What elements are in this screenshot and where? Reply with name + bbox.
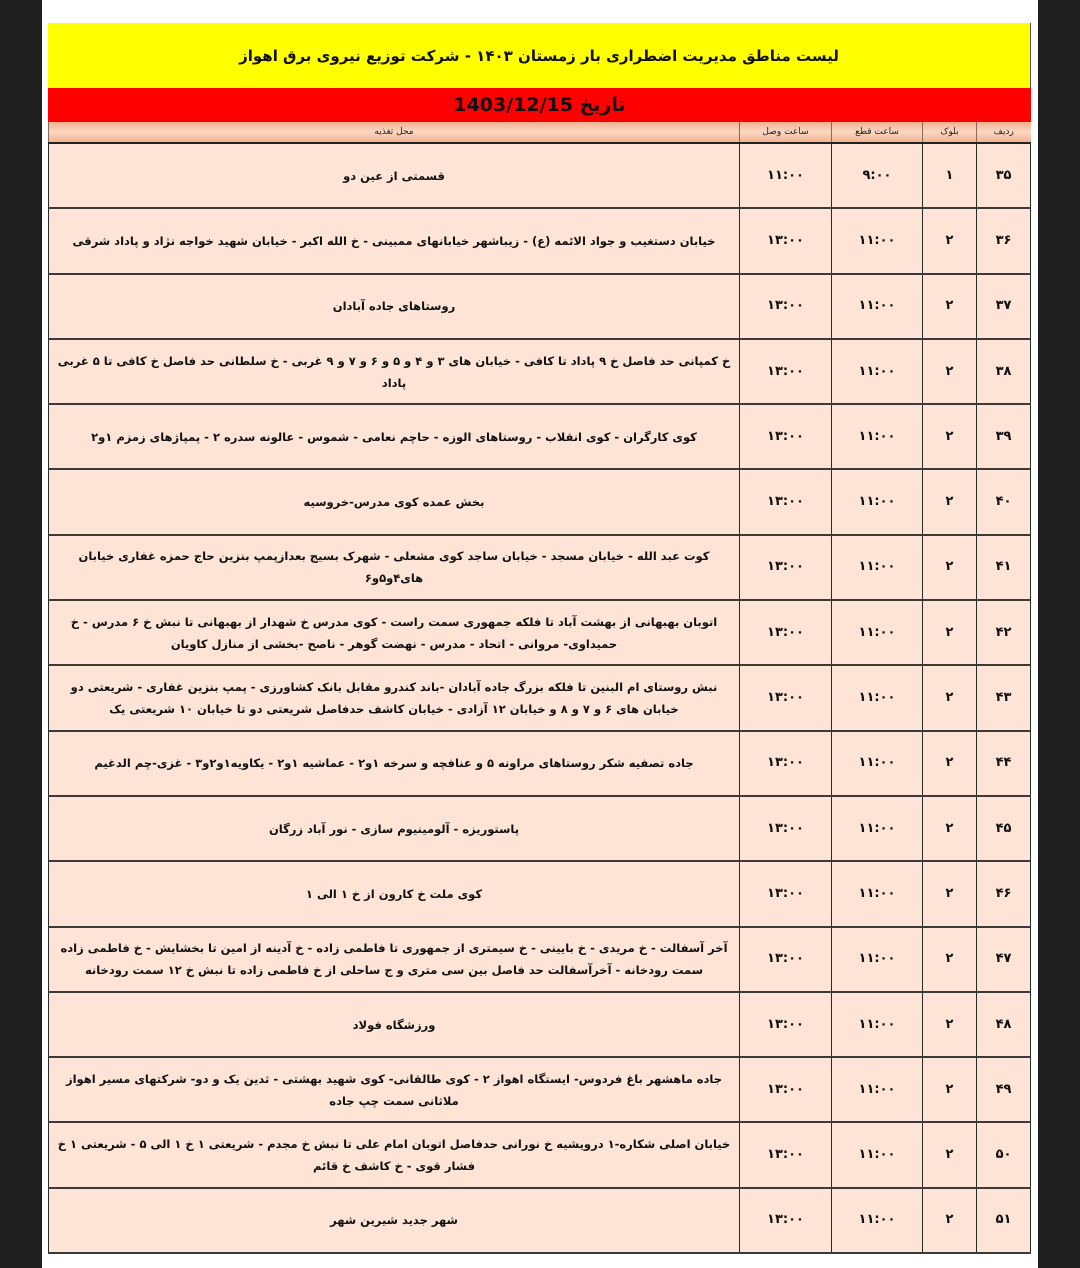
table-row [49, 404, 1031, 469]
table-row [49, 208, 1031, 273]
outage-table [48, 122, 1031, 1254]
cut-time: ۱۱:۰۰ [832, 469, 923, 534]
block: ۲ [923, 731, 977, 796]
reconnect-time: ۱۳:۰۰ [740, 535, 832, 600]
row-number: ۳۵ [977, 143, 1031, 208]
table-row [49, 731, 1031, 796]
location: پاستوریزه - آلومینیوم سازی - نور آباد زرگان [49, 796, 740, 861]
block: ۲ [923, 861, 977, 926]
table-row [49, 861, 1031, 926]
location: نبش روستای ام البنین تا فلکه بزرگ جاده آبادان -باند کندرو مقابل بانک کشاورزی - پمپ بنزین غفاری - شریعتی دو خیابان های ۶ و ۷ و ۸ و خیابان ۱۲ آزادی - خیابان کاشف حدفاصل شریعتی دو تا خیابان ۱۰ شریعتی یک [49, 665, 740, 730]
reconnect-time: ۱۳:۰۰ [740, 927, 832, 992]
location: خیابان اصلی شکاره-۱ درویشیه خ نورانی حدفاصل اتوبان امام علی تا نبش خ مجدم - شریعتی ۱ خ ۱ الی ۵ - شریعتی ۱ خ فشار قوی - خ کاشف خ قائم [49, 1122, 740, 1187]
header-reconnect-time: ساعت وصل [740, 122, 832, 143]
row-number: ۳۹ [977, 404, 1031, 469]
row-number: ۳۶ [977, 208, 1031, 273]
row-number: ۴۱ [977, 535, 1031, 600]
block: ۲ [923, 535, 977, 600]
location: خ کمپانی حد فاصل خ ۹ پاداد تا کافی - خیابان های ۳ و ۴ و ۵ و ۶ و ۷ و ۹ غربی - خ سلطانی حد فاصل خ کافی تا ۵ غربی پاداد [49, 339, 740, 404]
block: ۲ [923, 665, 977, 730]
cut-time: ۱۱:۰۰ [832, 1188, 923, 1253]
table-row [49, 535, 1031, 600]
location: کوی کارگران - کوی انقلاب - روستاهای الوزه - حاچم نعامی - شموس - عالونه سدره ۲ - پمپاژهای زمزم ۱و۲ [49, 404, 740, 469]
reconnect-time: ۱۳:۰۰ [740, 1057, 832, 1122]
location: اتوبان بهبهانی از بهشت آباد تا فلکه جمهوری سمت راست - کوی مدرس خ شهدار از بهبهانی تا نبش خ ۶ مدرس - خ حمیداوی- مروانی - اتحاد - مدرس - نهضت گوهر - ناصح -بخشی از منازل کاویان [49, 600, 740, 665]
block: ۲ [923, 1057, 977, 1122]
row-number: ۴۷ [977, 927, 1031, 992]
location: شهر جدید شیرین شهر [49, 1188, 740, 1253]
table-row [49, 274, 1031, 339]
reconnect-time: ۱۳:۰۰ [740, 861, 832, 926]
table-row [49, 665, 1031, 730]
reconnect-time: ۱۳:۰۰ [740, 339, 832, 404]
document-title: لیست مناطق مدیریت اضطراری بار زمستان ۱۴۰۳ - شرکت توزیع نیروی برق اهواز [48, 23, 1031, 88]
location: آخر آسفالت - خ مریدی - خ بایینی - خ سیمتری از جمهوری تا فاطمی زاده - خ آدینه از امین تا بخشایش - خ فاطمی زاده سمت رودخانه - آخرآسفالت حد فاصل بین سی متری و ج ساحلی از خ فاطمی زاده تا نبش خ ۱۲ سمت رودخانه [49, 927, 740, 992]
table-header-row [49, 122, 1031, 143]
table-row [49, 1122, 1031, 1187]
document-date: تاریخ 1403/12/15 [48, 88, 1031, 122]
cut-time: ۱۱:۰۰ [832, 208, 923, 273]
cut-time: ۱۱:۰۰ [832, 535, 923, 600]
location: بخش عمده کوی مدرس-خروسیه [49, 469, 740, 534]
cut-time: ۱۱:۰۰ [832, 796, 923, 861]
block: ۲ [923, 992, 977, 1057]
cut-time: ۱۱:۰۰ [832, 339, 923, 404]
row-number: ۴۶ [977, 861, 1031, 926]
block: ۲ [923, 339, 977, 404]
header-location: محل تغذیه [49, 122, 740, 143]
table-row [49, 796, 1031, 861]
cut-time: ۱۱:۰۰ [832, 927, 923, 992]
cut-time: ۱۱:۰۰ [832, 1057, 923, 1122]
block: ۲ [923, 208, 977, 273]
block: ۲ [923, 404, 977, 469]
table-row [49, 1188, 1031, 1253]
reconnect-time: ۱۳:۰۰ [740, 469, 832, 534]
cut-time: ۱۱:۰۰ [832, 731, 923, 796]
cut-time: ۹:۰۰ [832, 143, 923, 208]
location: جاده ماهشهر باغ فردوس- ایستگاه اهواز ۲ - کوی طالقانی- کوی شهید بهشتی - ثدین یک و دو- شرکتهای مسیر اهواز ملاثانی سمت چپ جاده [49, 1057, 740, 1122]
row-number: ۴۵ [977, 796, 1031, 861]
reconnect-time: ۱۳:۰۰ [740, 992, 832, 1057]
row-number: ۳۸ [977, 339, 1031, 404]
table-row [49, 992, 1031, 1057]
header-cut-time: ساعت قطع [832, 122, 923, 143]
table-row [49, 339, 1031, 404]
row-number: ۵۱ [977, 1188, 1031, 1253]
reconnect-time: ۱۳:۰۰ [740, 665, 832, 730]
table-row [49, 143, 1031, 208]
cut-time: ۱۱:۰۰ [832, 665, 923, 730]
block: ۲ [923, 1122, 977, 1187]
row-number: ۴۴ [977, 731, 1031, 796]
cut-time: ۱۱:۰۰ [832, 992, 923, 1057]
reconnect-time: ۱۳:۰۰ [740, 208, 832, 273]
table-row [49, 469, 1031, 534]
reconnect-time: ۱۱:۰۰ [740, 143, 832, 208]
block: ۲ [923, 796, 977, 861]
cut-time: ۱۱:۰۰ [832, 600, 923, 665]
block: ۲ [923, 469, 977, 534]
header-row-number: ردیف [977, 122, 1031, 143]
location: قسمتی از عین دو [49, 143, 740, 208]
location: ورزشگاه فولاد [49, 992, 740, 1057]
cut-time: ۱۱:۰۰ [832, 274, 923, 339]
reconnect-time: ۱۳:۰۰ [740, 404, 832, 469]
location: کوت عبد الله - خیابان مسجد - خیابان ساجد کوی مشعلی - شهرک بسیج بعدازپمپ بنزین حاج حمزه غفاری خیابان های۴و۵و۶ [49, 535, 740, 600]
block: ۲ [923, 600, 977, 665]
block: ۱ [923, 143, 977, 208]
block: ۲ [923, 927, 977, 992]
cut-time: ۱۱:۰۰ [832, 1122, 923, 1187]
location: خیابان دستغیب و جواد الائمه (ع) - زیباشهر خیابانهای ممبینی - خ الله اکبر - خیابان شهید خواجه نژاد و پاداد شرقی [49, 208, 740, 273]
cut-time: ۱۱:۰۰ [832, 861, 923, 926]
block: ۲ [923, 274, 977, 339]
row-number: ۴۸ [977, 992, 1031, 1057]
block: ۲ [923, 1188, 977, 1253]
reconnect-time: ۱۳:۰۰ [740, 600, 832, 665]
reconnect-time: ۱۳:۰۰ [740, 796, 832, 861]
row-number: ۴۳ [977, 665, 1031, 730]
row-number: ۳۷ [977, 274, 1031, 339]
header-block: بلوک [923, 122, 977, 143]
row-number: ۴۹ [977, 1057, 1031, 1122]
table-row [49, 927, 1031, 992]
row-number: ۴۲ [977, 600, 1031, 665]
location: کوی ملت خ کارون از خ ۱ الی ۱ [49, 861, 740, 926]
table-row [49, 600, 1031, 665]
reconnect-time: ۱۳:۰۰ [740, 1188, 832, 1253]
location: جاده تصفیه شکر روستاهای مراونه ۵ و عنافچه و سرخه ۱و۲ - عماشیه ۱و۲ - یکاویه۱و۲و۳ - غزی-چم الدغیم [49, 731, 740, 796]
cut-time: ۱۱:۰۰ [832, 404, 923, 469]
table-row [49, 1057, 1031, 1122]
row-number: ۵۰ [977, 1122, 1031, 1187]
reconnect-time: ۱۳:۰۰ [740, 731, 832, 796]
outage-schedule-document [48, 23, 1031, 1254]
reconnect-time: ۱۳:۰۰ [740, 274, 832, 339]
row-number: ۴۰ [977, 469, 1031, 534]
reconnect-time: ۱۳:۰۰ [740, 1122, 832, 1187]
location: روستاهای جاده آبادان [49, 274, 740, 339]
